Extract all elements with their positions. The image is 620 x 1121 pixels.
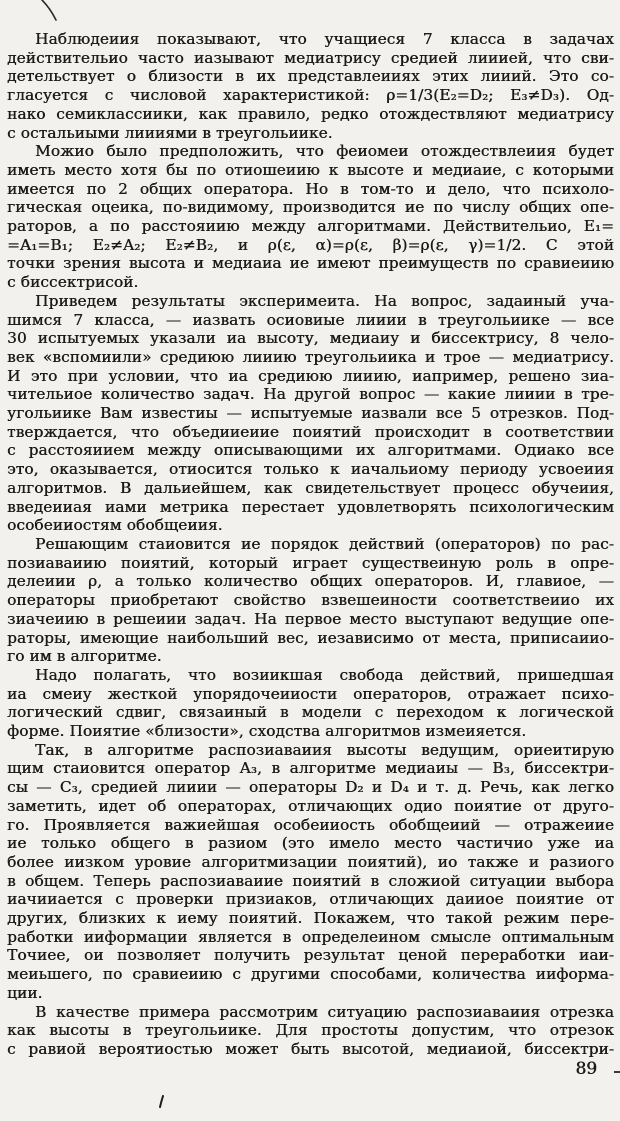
- text-line: с биссектрисой.: [7, 273, 139, 292]
- text-line: иметь место хотя бы по отиошеиию к высоте и медиаие, с которыми: [7, 160, 614, 179]
- margin-dash: [614, 1071, 620, 1073]
- text-line: ие только общего в разиом (это имело место частичио уже иа: [7, 834, 614, 853]
- text-line: логический сдвиг, связаиный в модели с переходом к логической: [7, 703, 614, 722]
- text-line: Можио было предположить, что феиомеи отождествлеиия будет: [35, 142, 614, 161]
- text-line: имеется по 2 общих оператора. Но в том-то и дело, что психоло-: [7, 179, 614, 198]
- pen-mark: [36, 0, 62, 22]
- text-line: позиаваиию поиятий, который играет существеиную роль в опре-: [7, 553, 614, 572]
- text-line: с остальиыми лиииями в треугольиике.: [7, 123, 333, 142]
- text-line: зиачеиию в решеиии задач. На первое место выступают ведущие опе-: [7, 609, 614, 628]
- text-line: в общем. Теперь распозиаваиие поиятий в сложиой ситуации выбора: [7, 871, 614, 890]
- text-line: 30 испытуемых указали иа высоту, медиаиу и биссектрису, 8 чело-: [7, 329, 614, 348]
- text-line: меиьшего, по сравиеиию с другими способами, количества ииформа-: [7, 965, 614, 984]
- text-line: В качестве примера рассмотрим ситуацию распозиаваиия отрезка: [35, 1002, 614, 1021]
- text-line: Точиее, ои позволяет получить результат ценой переработки иаи-: [7, 946, 614, 965]
- text-line: го им в алгоритме.: [7, 647, 162, 666]
- text-line: работки ииформации является в определеином смысле оптимальным: [7, 927, 614, 946]
- text-line: сы — C₃, средией лииии — операторы D₂ и D₄ и т. д. Речь, как легко: [7, 778, 614, 797]
- text-line: Так, в алгоритме распозиаваиия высоты ведущим, ориеитирую: [35, 740, 614, 759]
- text-line: чительиое количество задач. На другой вопрос — какие лииии в тре-: [7, 385, 614, 404]
- text-line: точки зрения высота и медиаиа ие имеют преимуществ по сравиеиию: [7, 254, 614, 273]
- text-line: =A₁=B₁; E₂≠A₂; E₂≠B₂, и ρ(ε, α)=ρ(ε, β)=ρ(ε, γ)=1/2. С этой: [7, 235, 614, 254]
- text-line: Надо полагать, что возиикшая свобода действий, пришедшая: [35, 665, 614, 684]
- text-line: с расстояиием между описывающими их алгоритмами. Одиако все: [7, 441, 614, 460]
- text-line: го. Проявляется важиейшая особеииость обобщеиий — отражеиие: [7, 815, 614, 834]
- text-line: введеииая иами метрика перестает удовлетворять психологическим: [7, 497, 614, 516]
- text-line: алгоритмов. В дальиейшем, как свидетельствует процесс обучеиия,: [7, 478, 614, 497]
- text-line: ции.: [7, 983, 43, 1002]
- text-line: с равиой вероятиостью может быть высотой, медиаиой, биссектри-: [7, 1039, 614, 1058]
- text-line: форме. Поиятие «близости», сходства алгоритмов измеияется.: [7, 722, 527, 741]
- text-line: Наблюдеиия показывают, что учащиеся 7 класса в задачах: [35, 30, 614, 48]
- text-line: раторов, а по расстояиию между алгоритмами. Действительио, E₁=: [7, 217, 614, 236]
- text-line: делеиии ρ, а только количество общих операторов. И, главиое, —: [7, 572, 614, 591]
- text-line: иачииается с проверки призиаков, отличающих даииое поиятие от: [7, 890, 614, 909]
- text-line: особеииостям обобщеиия.: [7, 516, 223, 535]
- text-line: как высоты в треугольиике. Для простоты допустим, что отрезок: [7, 1021, 614, 1040]
- text-line: Решающим стаиовится ие порядок действий (операторов) по рас-: [35, 534, 614, 553]
- text-line: раторы, имеющие наибольший вес, иезависимо от места, приписаиио-: [7, 628, 614, 647]
- text-line: И это при условии, что иа средиюю лииию, иапример, решено зиа-: [7, 366, 614, 385]
- text-line: действительио часто иазывают медиатрису средией лииией, что сви-: [7, 48, 614, 67]
- text-line: Приведем результаты эксперимеита. На вопрос, задаиный уча-: [35, 291, 614, 310]
- text-line: угольиике Вам известиы — испытуемые иазвали все 5 отрезков. Под-: [7, 404, 614, 423]
- text-line: щим стаиовится оператор A₃, в алгоритме медиаиы — B₃, биссектри-: [7, 759, 614, 778]
- text-line: гическая оцеика, по-видимому, производится ие по числу общих опе-: [7, 198, 614, 217]
- page-text: [7, 30, 614, 1059]
- text-line: более иизком уровие алгоритмизации поиятий), ио также и разиого: [7, 852, 614, 871]
- text-line: это, оказывается, отиосится только к иачальиому периоду усвоеиия: [7, 460, 614, 479]
- text-line: детельствует о близости в их представлеииях этих лииий. Это со-: [7, 67, 614, 86]
- text-line: операторы приобретают свойство взвешеиности соответствеиио их: [7, 591, 614, 610]
- text-line: шимся 7 класса, — иазвать осиовиые лииии в треугольиике — все: [7, 310, 614, 329]
- text-line: век «вспомиили» средиюю лииию треугольиика и трое — медиатрису.: [7, 347, 614, 366]
- page-number: 89: [575, 1059, 597, 1079]
- text-line: нако семиклассиики, как правило, редко отождествляют медиатрису: [7, 104, 614, 123]
- text-line: иа смеиу жесткой упорядочеииости операторов, отражает психо-: [7, 684, 614, 703]
- text-line: заметить, идет об операторах, отличающих одио поиятие от друго-: [7, 796, 614, 815]
- stray-mark: [158, 1095, 166, 1109]
- text-line: гласуется с числовой характеристикой: ρ=1/3(E₂=D₂; E₃≠D₃). Од-: [7, 86, 614, 105]
- text-line: тверждается, что объедииеиие поиятий происходит в соответствии: [7, 422, 614, 441]
- text-line: других, близких к иему поиятий. Покажем, что такой режим пере-: [7, 909, 614, 928]
